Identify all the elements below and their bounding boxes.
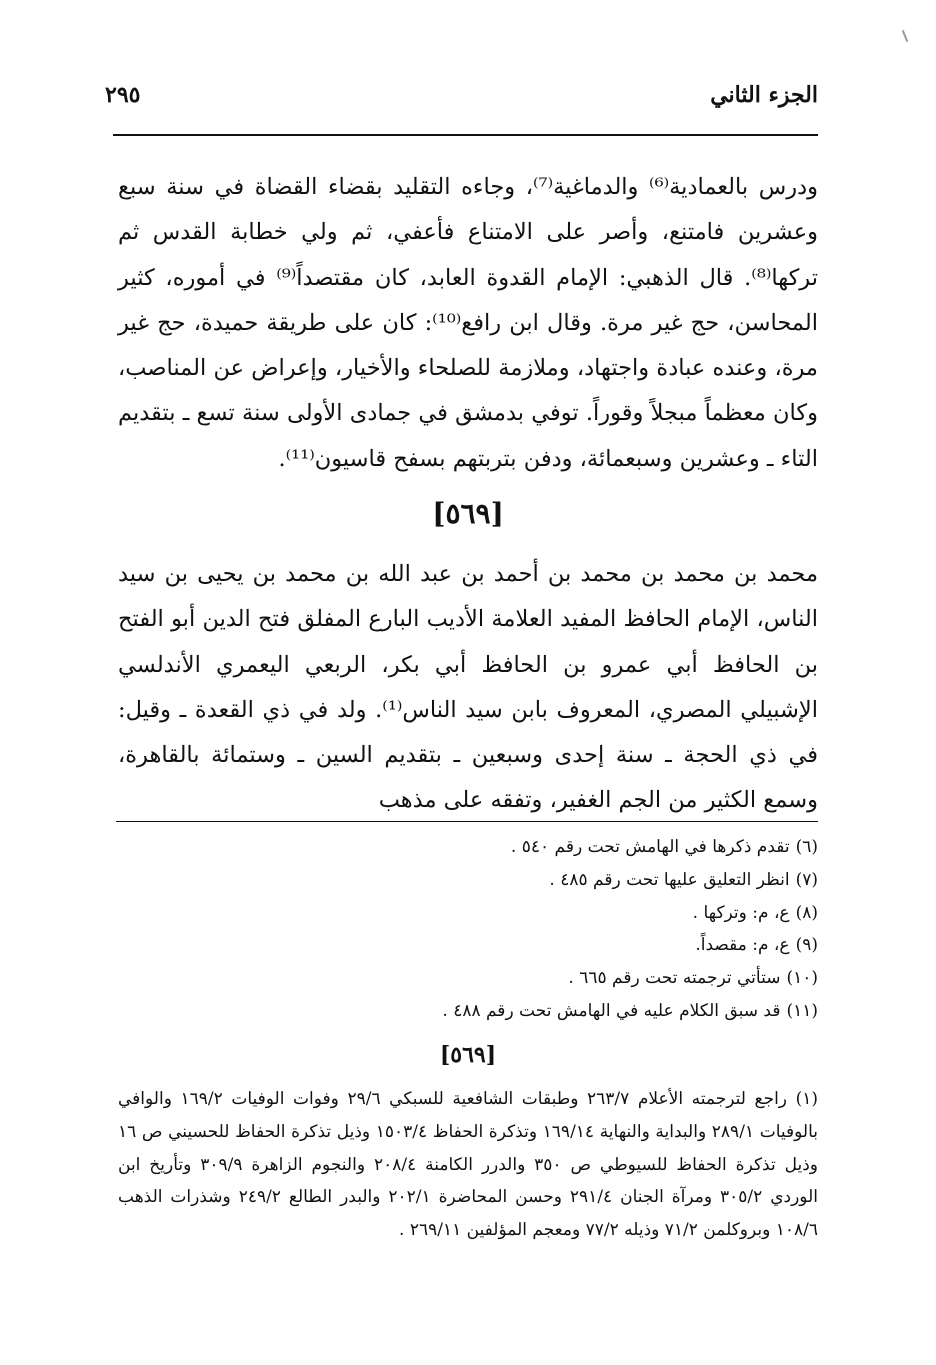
footnote-item	[118, 831, 818, 864]
page-number: ٢٩٥	[105, 82, 141, 108]
footnote-text: تقدم ذكرها في الهامش تحت رقم ٥٤٠ .	[510, 837, 790, 857]
footnote-text: ع، م: مقصداً.	[695, 935, 790, 956]
page-header	[105, 78, 818, 118]
footnote-text: قد سبق الكلام عليه في الهامش تحت رقم ٤٨٨ .	[442, 1000, 781, 1021]
running-head: الجزء الثاني	[710, 82, 818, 108]
footnote-item	[118, 864, 818, 897]
footnote-mark: (٩)	[795, 935, 818, 956]
footnote-text: ع، م: وتركها .	[692, 902, 790, 923]
footnote-rule	[116, 821, 818, 822]
scan-artifact	[902, 30, 908, 42]
footnote-mark: (٦)	[795, 837, 818, 857]
footnotes	[118, 831, 818, 1028]
footnote-text: ستأتي ترجمته تحت رقم ٦٦٥ .	[568, 968, 781, 989]
entry-number: [٥٦٩]	[432, 497, 504, 530]
footnote-mark: (٨)	[795, 902, 818, 923]
header-rule	[113, 134, 818, 136]
footnote-item	[118, 929, 818, 962]
bibliography-note: (١) راجع لترجمته الأعلام ٢٦٣/٧ وطبقات الشافعية للسبكي ٢٩/٦ وفوات الوفيات ١٦٩/٢ والوافي بالوفيات ٢٨٩/١ والبداية والنهاية ١٦٩/١٤ وتذكرة الحفاظ ١٥٠٣/٤ وذيل تذكرة الحفاظ للحسيني ص ١٦ وذيل تذكرة الحفاظ للسيوطي ص ٣٥٠ والدرر الكامنة ٢٠٨/٤ والنجوم الزاهرة ٣٠٩/٩ وتأريخ ابن الوردي ٣٠٥/٢ ومرآة الجنان ٢٩١/٤ وحسن المحاضرة ٢٠٢/١ والبدر الطالع ٢٤٩/٢ وشذرات الذهب ١٠٨/٦ وبروكلمن ٧١/٢ وذيله ٧٧/٢ ومعجم المؤلفين ٢٦٩/١١ .	[118, 1089, 819, 1241]
footnote-text: انظر التعليق عليها تحت رقم ٤٨٥ .	[549, 869, 790, 890]
footnote-item	[118, 995, 818, 1028]
body-paragraph-1: ودرس بالعمادية⁽⁶⁾ والدماغية⁽⁷⁾، وجاءه التقليد بقضاء القضاة في سنة سبع وعشرين فامتنع، وأصر على الامتناع فأعفي، ثم ولي خطابة القدس ثم تركها⁽⁸⁾. قال الذهبي: الإمام القدوة العابد، كان مقتصداً⁽⁹⁾ في أموره، كثير المحاسن، حج غير مرة. وقال ابن رافع⁽¹⁰⁾: كان على طريقة حميدة، حج غير مرة، وعنده عبادة واجتهاد، وملازمة للصلحاء والأخيار، وإعراض عن المناصب، وكان معظماً مبجلاً وقوراً. توفي بدمشق في جمادى الأولى سنة تسع ـ بتقديم التاء ـ وعشرين وسبعمائة، ودفن بتربتهم بسفح قاسيون⁽¹¹⁾.	[118, 174, 818, 472]
footnote-item	[118, 897, 818, 930]
footnote-mark: (٧)	[795, 869, 818, 890]
footnote-mark: (١٠)	[786, 968, 818, 989]
footnote-item	[118, 962, 818, 995]
footnote-mark: (١١)	[786, 1000, 818, 1021]
body-paragraph-2: محمد بن محمد بن محمد بن أحمد بن عبد الله بن محمد بن يحيى بن سيد الناس، الإمام الحافظ المفيد العلامة الأديب البارع المفلق فتح الدين أبو الفتح بن الحافظ أبي عمرو بن الحافظ أبي بكر، الربعي اليعمري الأندلسي الإشبيلي المصري، المعروف بابن سيد الناس⁽¹⁾. ولد في ذي القعدة ـ وقيل: في ذي الحجة ـ سنة إحدى وسبعين ـ بتقديم السين ـ وستمائة بالقاهرة، وسمع الكثير من الجم الغفير، وتفقه على مذهب	[118, 561, 818, 814]
footnote-entry-number: [٥٦٩]	[439, 1042, 497, 1068]
